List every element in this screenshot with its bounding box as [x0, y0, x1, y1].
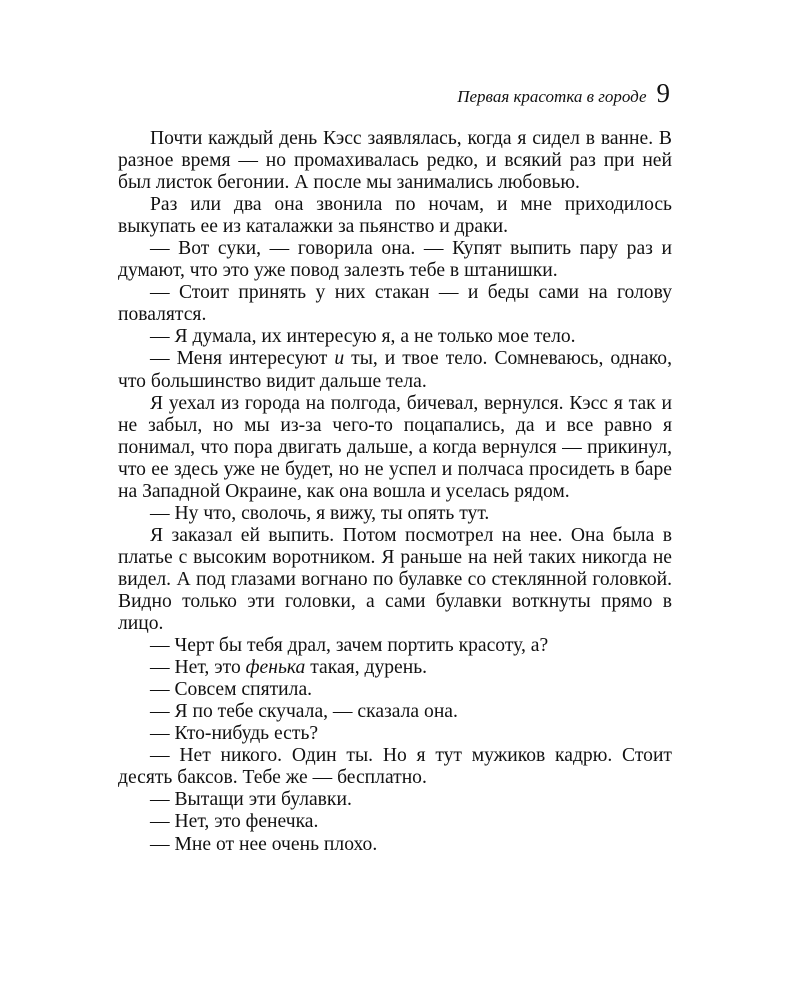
paragraph: — Нет никого. Один ты. Но я тут мужиков кадрю. Стоит десять баксов. Тебе же — бесплатно. [118, 745, 672, 789]
emphasis-text: фенька [245, 657, 306, 679]
paragraph: Я заказал ей выпить. Потом посмотрел на нее. Она была в платье с высоким воротником. Я раньше на ней таких никогда не видел. А под глазами вогнано по булавке со стеклянной головкой. Видно только эти головки, а сами булавки воткнуты прямо в лицо. [118, 524, 672, 635]
paragraph: — Я по тебе скучала, — сказала она. [150, 701, 458, 723]
paragraph: — Ну что, сволочь, я вижу, ты опять тут. [150, 502, 490, 524]
paragraph: — Вот суки, — говорила она. — Купят выпить пару раз и думают, что это уже повод залезть тебе в штанишки. [118, 238, 672, 282]
emphasis-text: и [334, 348, 345, 370]
paragraph-text: — Нет, это [150, 657, 246, 679]
paragraph: — Мне от нее очень плохо. [150, 833, 378, 855]
paragraph: — Стоит принять у них стакан — и беды сами на голову повалятся. [118, 282, 672, 326]
paragraph: — Я думала, их интересую я, а не только мое тело. [150, 326, 576, 348]
paragraph [118, 657, 672, 679]
paragraph: — Кто-нибудь есть? [150, 723, 319, 745]
body-text [118, 128, 672, 856]
paragraph-text: ты, и твое тело. Сомневаюсь, однако, что большинство видит дальше тела. [118, 348, 673, 392]
paragraph: — Вытащи эти булавки. [150, 789, 352, 811]
running-head [457, 78, 670, 109]
paragraph: Я уехал из города на полгода, бичевал, вернулся. Кэсс я так и не забыл, но мы из-за чего-то поцапались, да и все равно я понимал, что пора двигать дальше, а когда вернулся — прикинул, что ее здесь уже не будет, но не успел и полчаса просидеть в баре на Западной Окраине, как она вошла и уселась рядом. [118, 392, 672, 502]
page-number: 9 [656, 78, 670, 108]
paragraph-text: — Меня интересуют [150, 348, 335, 370]
paragraph: — Нет, это фенечка. [150, 811, 319, 833]
paragraph: Почти каждый день Кэсс заявлялась, когда я сидел в ванне. В разное время — но промахивалась редко, и всякий раз при ней был листок бегонии. А после мы занимались любовью. [118, 128, 672, 194]
paragraph: — Черт бы тебя драл, зачем портить красоту, а? [150, 635, 549, 657]
paragraph-text: такая, дурень. [305, 657, 428, 679]
paragraph [118, 348, 672, 392]
paragraph: — Совсем спятила. [150, 679, 313, 701]
running-title: Первая красотка в городе [457, 87, 647, 106]
paragraph: Раз или два она звонила по ночам, и мне приходилось выкупать ее из каталажки за пьянство и драки. [118, 194, 672, 238]
